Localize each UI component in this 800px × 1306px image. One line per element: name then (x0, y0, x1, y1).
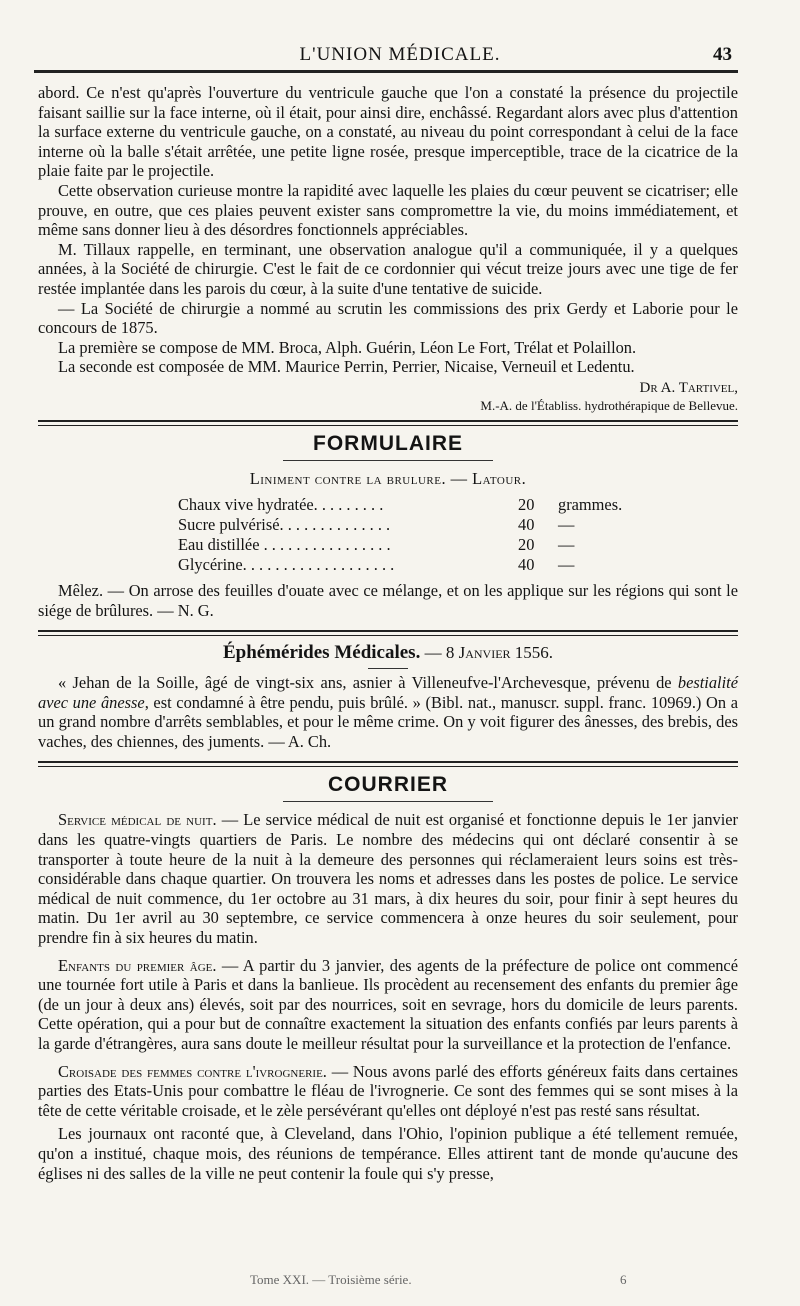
section-divider (38, 630, 738, 636)
section-heading-ephemerides (38, 642, 738, 664)
short-rule (283, 460, 493, 461)
news-infants (38, 956, 738, 1054)
section-heading-formulaire: FORMULAIRE (313, 431, 463, 455)
news-title: Croisade des femmes contre l'ivrognerie. (58, 1061, 327, 1081)
news-cleveland: Les journaux ont raconté que, à Cleveland, dans l'Ohio, l'opinion publique a été tellement remuée, qu'on a institué, chaque mois, des réunions de tempérance. Elles attirent tant de monde qu'aucune des églises ni des salles de la ville ne peut contenir la foule qui s'y presse, (38, 1124, 738, 1183)
ephemerides-title: Éphémérides Médicales. (222, 642, 421, 664)
paragraph-tillaux: M. Tillaux rappelle, en terminant, une observation analogue qu'il a communiquée, il y a quelques années, à la Société de chirurgie. C'est le fait de ce cordonnier qui vécut treize jours avec une tige de fer restée implantée dans les parois du cœur, à la suite d'une tentative de suicide. (38, 239, 738, 298)
news-text: — A partir du 3 janvier, des agents de la préfecture de police ont commencé une tournée fort utile à Paris et dans la banlieue. Ils procèdent au recensement des enfants du premier âge (de un jour à deux ans) élevés, soit par des nourrices, soit en sevrage, hors du domicile de leurs parents. Cette opération, qui a pour but de connaître exactement la situation des enfants confiés par leurs parents à la garde d'étrangères, aura sans doute le meilleur résultat pour la surveillance et la protection de l'enfance. (38, 955, 738, 1053)
recipe-title: Liniment contre la brulure. — Latour. (249, 468, 527, 488)
ingredient-name: Glycérine. . . . . . . . . . . . . . . . . . . (178, 554, 395, 574)
news-text: — Nous avons parlé des efforts généreux faits dans certaines parties des Etats-Unis pour combattre le fléau de l'ivrognerie. Ce sont des femmes qui se sont mises à la tête de cette véritable croisade, et le zèle persévérant qu'elles ont déployé n'est pas resté sans résultat. (38, 1061, 738, 1120)
author-signature: Dr A. Tartivel, (639, 379, 738, 396)
ephemerides-entry (38, 673, 738, 751)
ingredient-unit: grammes. (558, 494, 623, 514)
ingredient-quantity: 40 (518, 554, 535, 574)
paragraph-observation: Cette observation curieuse montre la rapidité avec laquelle les plaies du cœur peuvent se cicatriser; elle prouve, en outre, que ces plaies peuvent exister sans compromettre la vie, du moins immédiatement, et même sans donner lieu à des désordres fonctionnels appréciables. (38, 180, 738, 240)
recipe-instructions: Mêlez. — On arrose des feuilles d'ouate avec ce mélange, et on les applique sur les régions qui sont le siége de brûlures. — N. G. (38, 580, 738, 620)
ingredient-row (178, 535, 658, 555)
ingredient-row (178, 495, 658, 515)
section-divider (38, 761, 738, 767)
ingredient-name: Sucre pulvérisé. . . . . . . . . . . . . . (178, 514, 391, 534)
short-rule (368, 668, 408, 669)
header-rule (34, 70, 738, 73)
news-temperance (38, 1062, 738, 1121)
news-text: — Le service médical de nuit est organisé et fonctionne depuis le 1er janvier dans les quatre-vingts quartiers de Paris. Le nombre des médecins qui ont déclaré consentir à se transporter à toute heure de la nuit à la demeure des personnes qui réclameraient leurs soins est très-considérable dans chaque quartier. On trouvera les noms et adresses dans les postes de police. Le service médical de nuit commence, du 1er octobre au 31 mars, à dix heures du soir, pour finir à sept heures du matin. Du 1er avril au 30 septembre, ce service commencera à onze heures du soir seulement, pour prendre fin à six heures du matin. (38, 810, 738, 948)
footer-signature-mark: 6 (620, 1272, 627, 1287)
page-header (0, 38, 800, 78)
section-heading-courrier: COURRIER (327, 773, 448, 797)
author-affiliation: M.-A. de l'Établiss. hydrothérapique de Bellevue. (480, 397, 738, 413)
section-divider (38, 420, 738, 426)
ephemerides-text-italic: bestialité avec une ânesse (38, 673, 738, 712)
ingredient-row (178, 515, 658, 535)
ephemerides-text-a: « Jehan de la Soille, âgé de vingt-six ans, asnier à Villeneufve-l'Archevesque, prévenu de (58, 673, 678, 693)
ingredient-unit: — (558, 534, 575, 554)
recipe-ingredients (178, 495, 658, 575)
ingredient-unit: — (558, 554, 575, 574)
running-title: L'UNION MÉDICALE. (299, 44, 501, 65)
ephemerides-date: — 8 Janvier 1556. (424, 643, 554, 663)
news-night-service (38, 810, 738, 947)
ingredient-quantity: 20 (518, 494, 535, 514)
paragraph-second-commission: La seconde est composée de MM. Maurice Perrin, Perrier, Nicaise, Verneuil et Ledentu. (58, 357, 635, 377)
news-title: Service médical de nuit. (58, 810, 217, 830)
ingredient-quantity: 40 (518, 514, 535, 534)
article-body (38, 83, 738, 1183)
ingredient-unit: — (558, 514, 575, 534)
short-rule (283, 801, 493, 802)
paragraph-first-commission: La première se compose de MM. Broca, Alph. Guérin, Léon Le Fort, Trélat et Polaillon. (58, 337, 637, 357)
news-title: Enfants du premier âge. (58, 955, 217, 975)
footer-volume: Tome XXI. — Troisième série. (250, 1272, 412, 1287)
ingredient-name: Chaux vive hydratée. . . . . . . . . (178, 494, 384, 514)
page-number: 43 (713, 44, 732, 65)
paragraph-commissions: — La Société de chirurgie a nommé au scrutin les commissions des prix Gerdy et Laborie pour le concours de 1875. (38, 298, 738, 338)
ingredient-quantity: 20 (518, 534, 535, 554)
ingredient-row (178, 555, 658, 575)
paragraph-autopsy: abord. Ce n'est qu'après l'ouverture du ventricule gauche que l'on a constaté la présence du projectile faisant saillie sur la face interne, où il était, pour ainsi dire, enchâssé. Regardant alors avec plus d'attention la surface externe du ventricule gauche, on a constaté, au niveau du point correspondant à celui de la face interne où la balle s'était arrêtée, une petite ligne rosée, presque imperceptible, trace de la cicatrice de la plaie faite par le projectile. (38, 83, 738, 181)
ephemerides-text-b: , est condamné à être pendu, puis brûlé. » (Bibl. nat., manuscr. suppl. franc. 10969.) On a un grand nombre d'arrêts semblables, et pour le même crime. On y voit figurer des ânesses, des brebis, des vaches, des chiennes, des juments. — A. Ch. (38, 692, 738, 751)
ingredient-name: Eau distillée . . . . . . . . . . . . . . . . (178, 534, 391, 554)
